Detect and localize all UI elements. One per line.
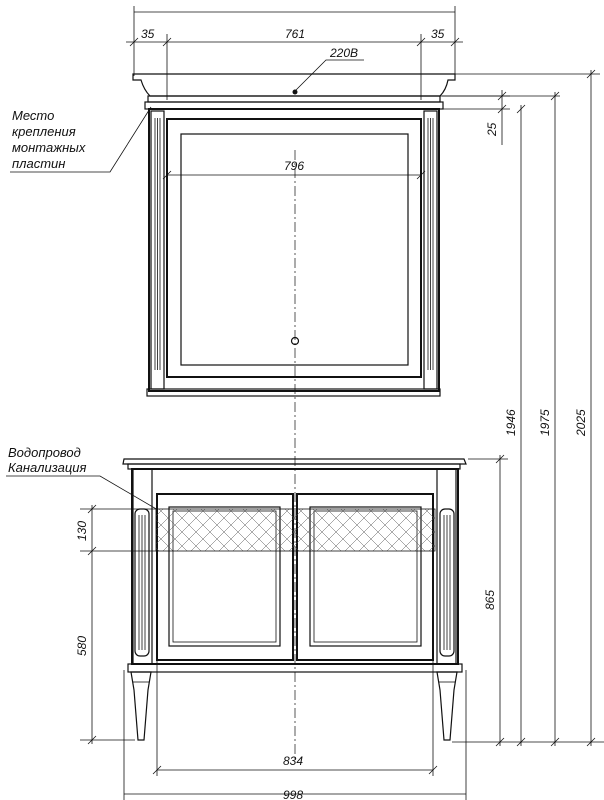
mount-label bbox=[10, 107, 151, 172]
mirror-top-dimensions bbox=[126, 6, 463, 100]
utility-label-line-2: Канализация bbox=[8, 460, 87, 475]
vanity-height-label: 865 bbox=[483, 589, 497, 610]
mirror-side-right-label: 35 bbox=[431, 27, 445, 41]
right-vertical-dimensions bbox=[442, 70, 604, 746]
height-1946-label: 1946 bbox=[504, 409, 518, 436]
mount-label-line-3: монтажных bbox=[12, 140, 86, 155]
pipe-zone-label: 130 bbox=[75, 520, 89, 541]
mirror-width-label: 761 bbox=[285, 27, 306, 41]
mount-label-line-1: Место bbox=[12, 108, 55, 123]
pipe-height-label: 580 bbox=[75, 635, 89, 656]
power-label: 220В bbox=[330, 46, 359, 60]
utility-label-line-1: Водопровод bbox=[8, 445, 81, 460]
power-point bbox=[293, 90, 298, 95]
vanity-cabinet bbox=[123, 459, 466, 740]
mount-label-line-2: крепления bbox=[12, 124, 76, 139]
mirror-side-left-label: 35 bbox=[141, 27, 155, 41]
height-1975-label: 1975 bbox=[538, 409, 552, 436]
height-2025-label: 2025 bbox=[574, 409, 588, 436]
utility-label bbox=[6, 445, 158, 510]
vanity-inner-width-label: 834 bbox=[283, 754, 304, 768]
mirror-top-offset-dimension bbox=[440, 90, 510, 145]
mirror-inner-width-dimension bbox=[163, 159, 425, 179]
mirror-cabinet bbox=[133, 74, 455, 396]
vanity-total-width-label: 998 bbox=[283, 788, 304, 800]
left-vertical-dimensions bbox=[75, 505, 156, 744]
mirror-inner-width-label: 796 bbox=[284, 159, 305, 173]
utility-zone bbox=[156, 509, 435, 551]
mount-label-line-4: пластин bbox=[12, 156, 66, 171]
mirror-top-offset-label: 25 bbox=[485, 122, 499, 136]
